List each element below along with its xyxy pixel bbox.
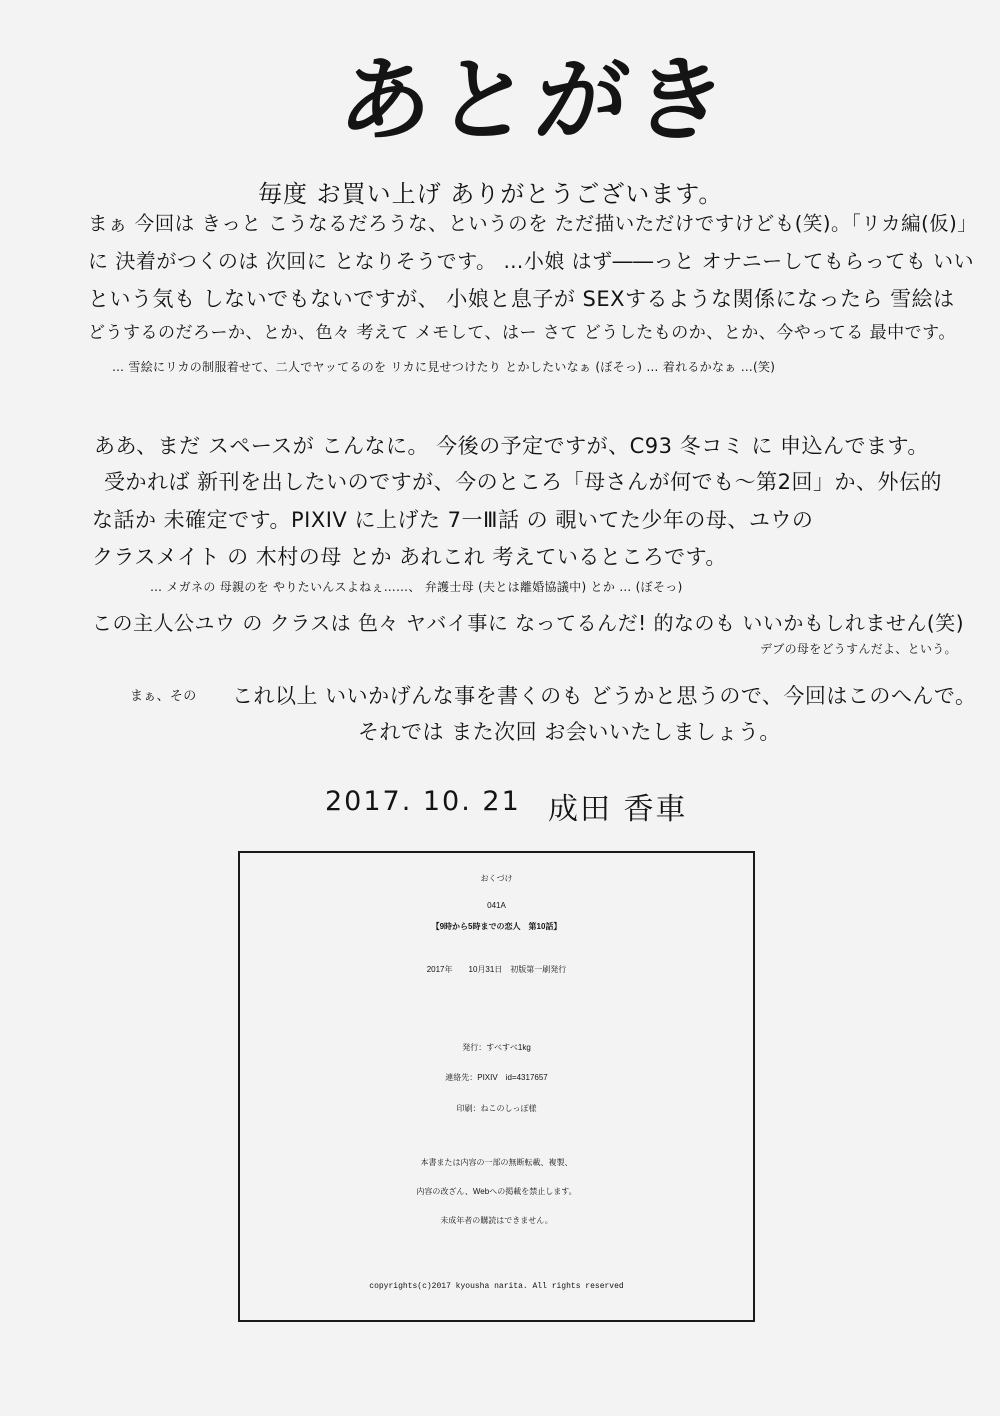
publisher: 発行：すべすべ1kg xyxy=(462,1043,531,1052)
signature-date: 2017. 10. 21 xyxy=(325,786,521,817)
afterword-line: それでは また次回 お会いいたしましょう。 xyxy=(358,720,781,744)
afterword-line: この主人公ユウ の クラスは 色々 ヤバイ事に なってるんだ! 的なのも いいかもしれません(笑) xyxy=(92,611,965,635)
notice-line: 未成年者の購読はできません。 xyxy=(440,1216,553,1225)
book-title: 【9時から5時までの恋人 第10話】 xyxy=(431,922,562,931)
afterword-line: に 決着がつくのは 次回に となりそうです。 …小娘 はず――っと オナニーしてもらっても いい xyxy=(88,249,975,273)
afterword-line: 受かれば 新刊を出したいのですが、今のところ「母さんが何でも～第2回」か、外伝的 xyxy=(104,470,943,494)
signature-author: 成田 香車 xyxy=(548,792,688,827)
afterword-line: という気も しないでもないですが、 小娘と息子が SEXするような関係になったら 雪絵は xyxy=(88,287,955,311)
afterword-line: どうするのだろーか、とか、色々 考えて メモして、はー さて どうしたものか、とか、今やってる 最中です。 xyxy=(88,323,956,343)
afterword-line: ああ、まだ スペースが こんなに。 今後の予定ですが、C93 冬コミ に 申込んでます。 xyxy=(94,434,929,458)
afterword-line: まぁ 今回は きっと こうなるだろうな、というのを ただ描いただけですけども(笑)。「リカ編(仮)」 xyxy=(88,212,978,235)
printer: 印刷：ねこのしっぽ様 xyxy=(456,1104,537,1113)
colophon-heading: おくづけ xyxy=(480,874,513,883)
afterword-line: な話か 未確定です。PIXIV に上げた 7一Ⅲ話 の 覗いてた少年の母、ユウの xyxy=(92,508,814,532)
notice-line: 本書または内容の一部の無断転載、複製、 xyxy=(420,1158,573,1167)
afterword-aside: デブの母をどうすんだよ、という。 xyxy=(760,642,957,656)
afterword-aside: … 雪絵にリカの制服着せて、二人でヤッてるのを リカに見せつけたり とかしたいなぁ (ぼそっ) … 着れるかなぁ …(笑) xyxy=(112,360,776,374)
colophon-code: 041A xyxy=(487,901,506,910)
notice-line: 内容の改ざん、Webへの掲載を禁止します。 xyxy=(416,1187,577,1196)
afterword-line: これ以上 いいかげんな事を書くのも どうかと思うので、今回はこのへんで。 xyxy=(232,684,977,708)
afterword-line: クラスメイト の 木村の母 とか あれこれ 考えているところです。 xyxy=(92,545,727,569)
colophon-box xyxy=(238,851,755,1322)
copyright: copyrights(c)2017 kyousha narita. All rights reserved xyxy=(369,1282,624,1291)
afterword-aside: … メガネの 母親のを やりたいんスよねぇ……、 弁護士母 (夫とは離婚協議中) とか … (ぼそっ) xyxy=(150,580,683,594)
afterword-line: 毎度 お買い上げ ありがとうございます。 xyxy=(258,180,724,208)
contact: 連絡先：PIXIV id=4317657 xyxy=(445,1073,548,1082)
publish-date: 2017年 10月31日 初版第一刷発行 xyxy=(426,965,567,974)
page-title: あとがき xyxy=(334,46,738,154)
afterword-aside: まぁ、その xyxy=(130,689,197,704)
